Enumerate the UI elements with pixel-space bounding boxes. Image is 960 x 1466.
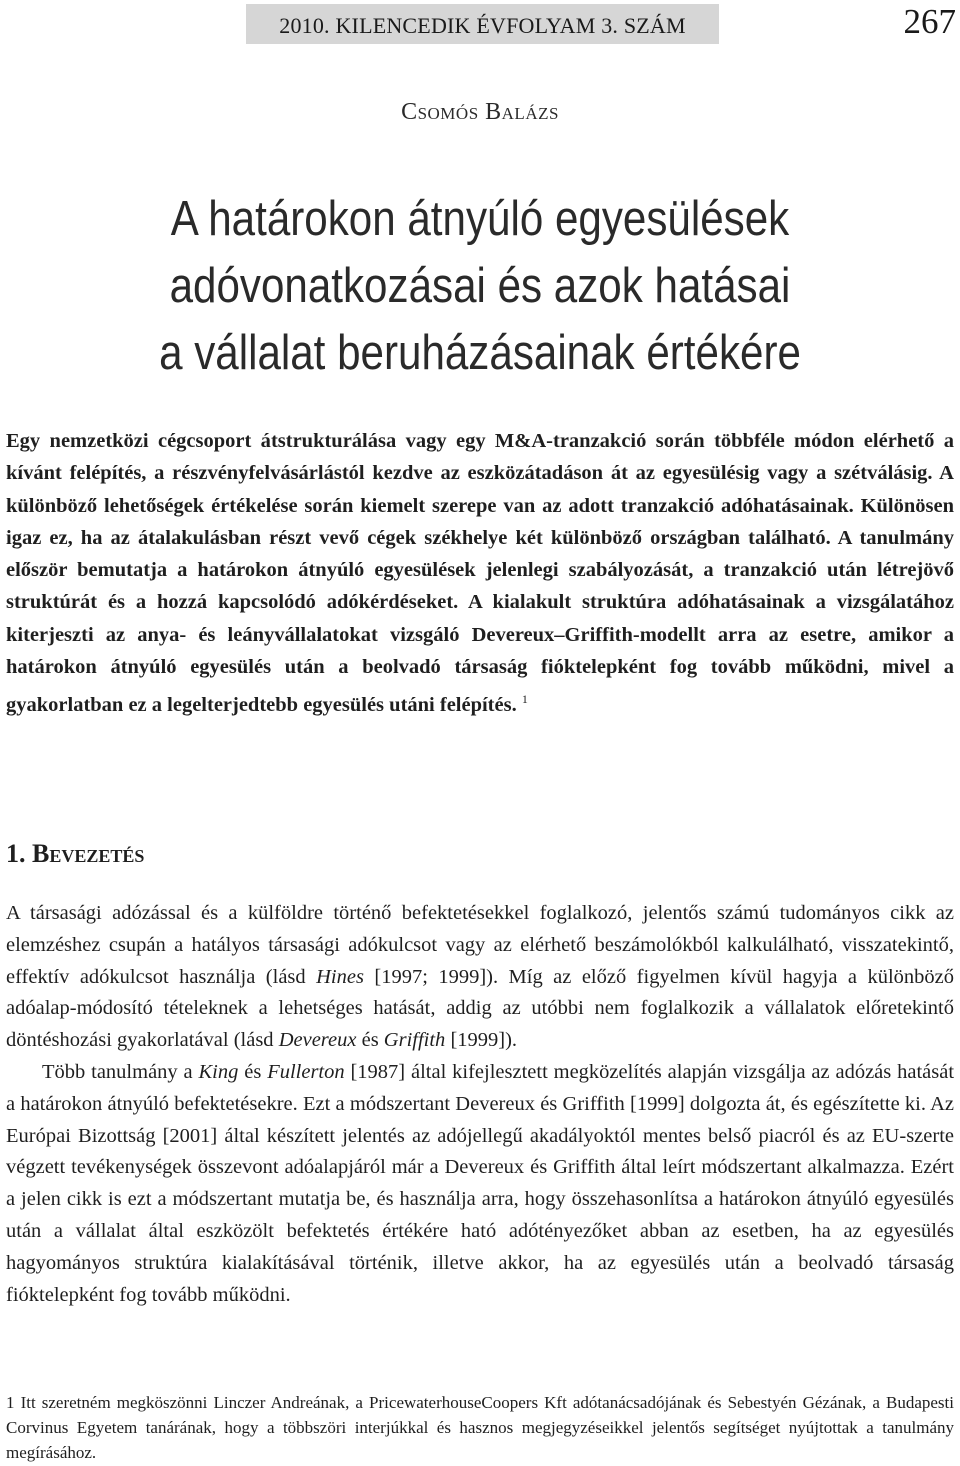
footnote: 1 Itt szeretném megköszönni Linczer Andreának, a PricewaterhouseCoopers Kft adótanácsadójának és Sebestyén Gézának, a Budapesti Corvinus Egyetem tanárának, hogy a többszöri interjúkkal és hasznos megjegyzéseikkel jelentős segítséget nyújtottak a tanulmány megírásához. [6, 1393, 954, 1462]
section-heading: 1. Bevezetés [6, 839, 145, 868]
citation-author: Griffith [383, 1029, 446, 1052]
text-run: [1987] által kifejlesztett megközelítés alapján vizsgálja az adózás hatását a határokon átnyúló befektetésekre. Ezt a módszertant Devereux és Griffith [1999] dolgozta át, és egészítette ki. Az Európai Bizottság [2001] által készített jelentés az adójellegű akadályoktól mentes belső piacról és az EU-szerte végzett tevékenységek összevont adóalapjáról már a Devereux és Griffith által leírt módszertant alkalmazza. Ezért a jelen cikk is ezt a módszertant mutatja be, és használja arra, hogy összehasonlítsa a határokon átnyúló egyesülés után a vállalat által eszközölt befektetés értékére ható adótényezőket abban az esetben, ha az egyesülés hagyományos struktúra kialakításával történik, illetve akkor, ha az egyesülés után a beolvadó társaság fióktelepként fog tovább működni. [6, 1060, 955, 1306]
text-run: [1997; 1999]). Míg az előző figyelmen kívül hagyja a különböző adóalap-módosító tételeknek a lehetséges hatását, addig az utóbbi nem foglalkozik a vállalatok előretekintő döntéshozási gyakorlatával (lásd [6, 965, 954, 1052]
page-number: 267 [903, 2, 956, 41]
title-line: adóvonatkozásai és azok hatásai [169, 259, 791, 313]
title-line: a vállalat beruházásainak értékére [159, 326, 801, 380]
text-run: és [238, 1060, 268, 1083]
journal-issue-label: 2010. KILENCEDIK ÉVFOLYAM 3. SZÁM [279, 13, 686, 38]
running-header [246, 4, 719, 44]
article-abstract [6, 425, 954, 722]
citation-author: Hines [316, 965, 364, 988]
article-title [67, 186, 893, 387]
abstract-text: Egy nemzetközi cégcsoport átstrukturálása vagy egy M&A-tranzakció során többféle módon elérhető a kívánt felépítés, a részvényfelvásárlástól kezdve az eszközátadáson át az egyesülésig vagy a szétválásig. A különböző lehetőségek értékelése során kiemelt szerepe van az adott tranzakció adóhatásainak. Különösen igaz ez, ha az átalakulásban részt vevő cégek székhelye két különböző országban található. A tanulmány először bemutatja a határokon átnyúló egyesülések jelenlegi szabályozását, a tranzakció után létrejövő struktúrát és a hozzá kapcsolódó adókérdéseket. A kialakult struktúra adóhatásainak a vizsgálatához kiterjeszti az anya- és leányvállalatokat vizsgáló Devereux–Griffith-modellt arra az esetre, amikor a határokon átnyúló egyesülés után a beolvadó társaság fióktelepként fog tovább működni, mivel a gyakorlatban ez a legelterjedtebb egyesülés utáni felépítés. [6, 430, 954, 717]
citation-author: Fullerton [267, 1060, 345, 1083]
citation-author: Devereux [278, 1029, 357, 1052]
title-line: A határokon átnyúló egyesülések [170, 192, 790, 246]
paragraph [6, 1057, 954, 1311]
footnote-marker[interactable]: 1 [521, 692, 528, 707]
text-run: és [356, 1029, 384, 1052]
body-text [6, 898, 954, 1311]
paragraph [6, 898, 954, 1057]
text-run: Több tanulmány a [42, 1060, 199, 1083]
text-run: A társasági adózással és a külföldre történő befektetésekkel foglalkozó, jelentős számú tudományos cikk az elemzéshez csupán a hatályos társasági adókulcsot vagy az elérhető beszámolókból kalkulálható, visszatekintő, effektív adókulcsot használja (lásd [6, 902, 954, 988]
citation-author: King [198, 1060, 239, 1083]
text-run: [1999]). [445, 1029, 518, 1052]
article-author: Csomós Balázs [401, 99, 559, 125]
